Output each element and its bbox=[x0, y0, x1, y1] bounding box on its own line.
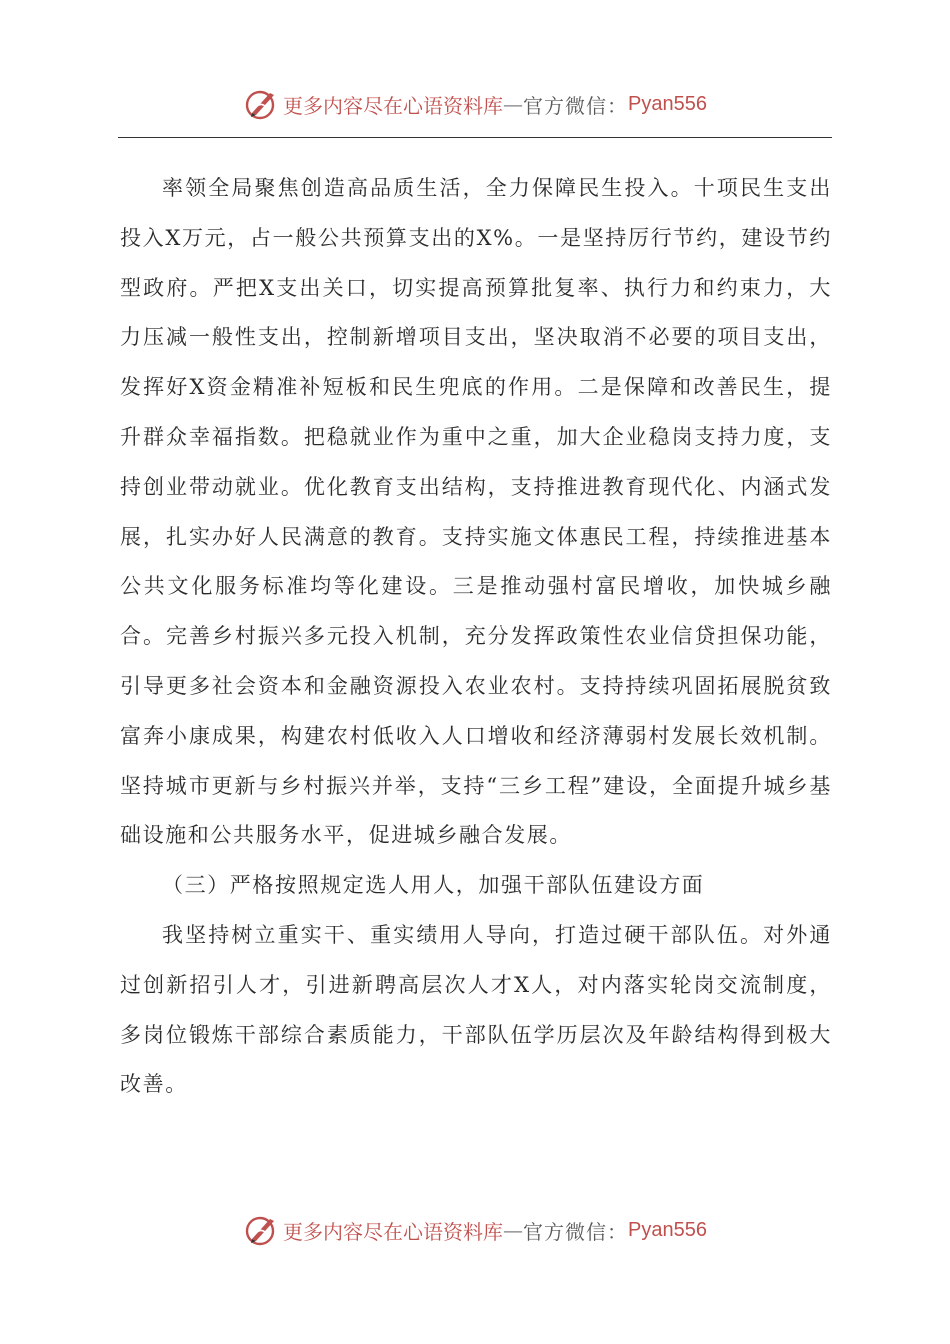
banner-separator: — bbox=[503, 92, 524, 116]
header-divider bbox=[118, 137, 832, 138]
footer-banner bbox=[0, 1210, 950, 1250]
paragraph: 我坚持树立重实干、重实绩用人导向，打造过硬干部队伍。对外通过创新招引人才，引进新聘高层次人才X人，对内落实轮岗交流制度，多岗位锻炼干部综合素质能力，干部队伍学历层次及年龄结构得到极大改善。 bbox=[120, 922, 832, 1097]
banner-official-label: 官方微信： bbox=[523, 93, 629, 118]
banner-wechat-id: Pyan556 bbox=[628, 92, 707, 115]
paragraph: 率领全局聚焦创造高品质生活，全力保障民生投入。十项民生支出投入X万元，占一般公共预算支出的X%。一是坚持厉行节约，建设节约型政府。严把X支出关口，切实提高预算批复率、执行力和约束力，大力压减一般性支出，控制新增项目支出，坚决取消不必要的项目支出，发挥好X资金精准补短板和民生兜底的作用。二是保障和改善民生，提升群众幸福指数。把稳就业作为重中之重，加大企业稳岗支持力度，支持创业带动就业。优化教育支出结构，支持推进教育现代化、内涵式发展，扎实办好人民满意的教育。支持实施文体惠民工程，持续推进基本公共文化服务标准均等化建设。三是推动强村富民增收，加快城乡融合。完善乡村振兴多元投入机制，充分发挥政策性农业信贷担保功能，引导更多社会资本和金融资源投入农业农村。支持持续巩固拓展脱贫致富奔小康成果，构建农村低收入人口增收和经济薄弱村发展长效机制。坚持城市更新与乡村振兴并举，支持“三乡工程”建设，全面提升城乡基础设施和公共服务水平，促进城乡融合发展。 bbox=[120, 176, 832, 848]
banner-main-text: 更多内容尽在心语资料库 bbox=[283, 93, 504, 118]
section-heading: （三）严格按照规定选人用人，加强干部队伍建设方面 bbox=[162, 873, 705, 898]
banner-main-text: 更多内容尽在心语资料库 bbox=[283, 1219, 504, 1244]
banner-separator: — bbox=[503, 1218, 524, 1242]
document-body bbox=[120, 164, 832, 1110]
pen-logo-icon bbox=[243, 1212, 279, 1248]
header-banner bbox=[0, 84, 950, 124]
banner-official-label: 官方微信： bbox=[523, 1219, 629, 1244]
banner-wechat-id: Pyan556 bbox=[628, 1218, 707, 1241]
pen-logo-icon bbox=[243, 86, 279, 122]
